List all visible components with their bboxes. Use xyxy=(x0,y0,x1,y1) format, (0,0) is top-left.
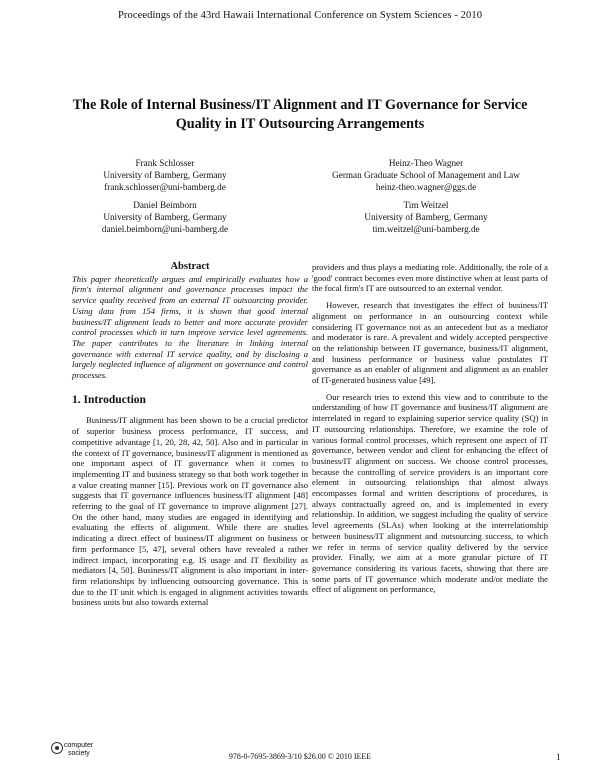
author-affiliation: University of Bamberg, Germany xyxy=(103,170,227,181)
right-paragraph-1: providers and thus plays a mediating role. Additionally, the role of a 'good' contract becomes even more distinctive when at least parts of the focal firm's IT are outsourced to an external vendor. xyxy=(312,262,548,294)
right-paragraph-2: However, research that investigates the effect of business/IT alignment on performance in an outsourcing context while considering IT governance not as an antecedent but as a mediator and moderator is rare. A prevalent and widely accepted perspective on the relationship between IT governance, business/IT alignment, and business performance or business value postulates IT governance as an enabler of alignment and alignment as an enabler of IT-generated business value [49]. xyxy=(312,300,548,386)
author-block-3 xyxy=(60,199,270,236)
author-affiliation: German Graduate School of Management and Law xyxy=(332,170,520,181)
title-line-2: Quality in IT Outsourcing Arrangements xyxy=(175,116,425,132)
author-block-4 xyxy=(300,199,552,236)
intro-paragraph-1: Business/IT alignment has been shown to be a crucial predictor of superior business process performance, IT success, and competitive advantage [1, 20, 28, 42, 50]. Also and in particular in the context of IT governance, business/IT alignment is mentioned as one important aspect of IT governance when it comes to implementing IT and business strategy so that both work together in a value creating manner [15]. Previous work on IT governance also suggests that IT governance influences business/IT alignment [48] referring to the goal of IT governance to improve alignment [27]. On the other hand, many studies are engaged in identifying and evaluating the effects of alignment. While there are studies indicating a direct effect of business/IT alignment on business or firm performance [5, 47], several others have revealed a rather indirect impact, incorporating e.g. IS usage and IT flexibility as mediators [4, 50]. Business/IT alignment is also important in inter-firm relationships by influencing outsourcing governance. This is due to the IT unit which is engaged in alignment activities towards business units but also towards external xyxy=(72,415,308,608)
author-name: Daniel Beimborn xyxy=(133,200,197,210)
author-block-1 xyxy=(60,157,270,194)
author-name: Frank Schlosser xyxy=(135,158,195,168)
introduction-heading: 1. Introduction xyxy=(72,393,146,406)
author-email: daniel.beimborn@uni-bamberg.de xyxy=(101,224,229,235)
logo-text-line-2: society xyxy=(68,750,90,757)
author-name: Tim Weitzel xyxy=(403,200,449,210)
abstract-text: This paper theoretically argues and empirically evaluates how a firm's internal alignment and governance processes impact the service quality received from an external IT outsourcing provider. Using data from 154 firms, it is shown that good internal business/IT alignment leads to better and more accurate provider control processes which in turn improve service level agreements. The paper contributes to the literature in linking internal governance with external IT service quality, and by disclosing a largely neglected influence of alignment on governance and control processes. xyxy=(72,273,308,381)
paper-title xyxy=(60,96,540,134)
right-paragraph-3: Our research tries to extend this view and to contribute to the understanding of how IT governance and business/IT alignment are interrelated in regard to explaining superior service quality (SQ) in IT outsourcing relationships. Therefore, we examine the role of various formal control processes, which represent one aspect of IT governance, between vendor and client for enhancing the effect of business/IT alignment on success. We choose control processes, because the controlling of service providers is an important core element in outsourcing relationships that almost always encompasses formal and written descriptions of procedures, is always contractually agreed on, and is implemented in every relationship. In addition, we suggest including the quality of service level agreements (SLAs) when looking at the interrelationship between business/IT alignment and outsourcing success, to which we refer in terms of service quality delivered by the service provider. Finally, we aim at a more granular picture of IT governance considering its various facets, showing that there are some parts of IT governance which moderate and/or mediate the effect of alignment on performance, xyxy=(312,391,548,595)
author-name: Heinz-Theo Wagner xyxy=(388,158,464,168)
abstract-heading: Abstract xyxy=(170,261,210,272)
author-block-2 xyxy=(300,157,552,194)
left-column xyxy=(72,262,308,614)
proceedings-header: Proceedings of the 43rd Hawaii International Conference on System Sciences - 2010 xyxy=(117,10,483,21)
author-email: tim.weitzel@uni-bamberg.de xyxy=(372,224,480,235)
author-affiliation: University of Bamberg, Germany xyxy=(103,212,227,223)
page-number: 1 xyxy=(556,752,561,762)
title-line-1: The Role of Internal Business/IT Alignment and IT Governance for Service xyxy=(72,97,528,113)
right-column xyxy=(312,262,548,601)
author-email: heinz-theo.wagner@ggs.de xyxy=(375,182,477,193)
author-affiliation: University of Bamberg, Germany xyxy=(364,212,488,223)
logo-text-line-1: computer xyxy=(64,742,94,749)
author-email: frank.schlosser@uni-bamberg.de xyxy=(104,182,226,193)
footer-isbn: 978-0-7695-3869-3/10 $26.00 © 2010 IEEE xyxy=(228,752,372,761)
